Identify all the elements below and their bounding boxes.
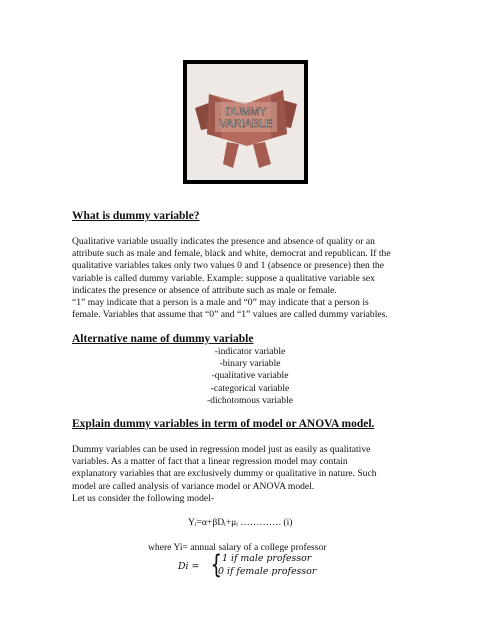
dummy-variable-logo	[183, 60, 308, 184]
list-item: -qualitative variable	[211, 370, 289, 382]
logo-text-line1: DUMMY	[225, 106, 267, 118]
text-line: variables. As a matter of fact that a linear regression model may contain	[72, 456, 348, 468]
logo-text-line2: VARIABLE	[219, 118, 273, 130]
case-female: 0 if female professor	[218, 566, 317, 577]
ribbon-graphic	[187, 64, 304, 180]
list-item: -binary variable	[219, 358, 281, 370]
logo-background	[187, 64, 304, 180]
text-line: explanatory variables that are exclusively dummy or qualitative in nature. Such	[72, 468, 377, 480]
text-line: qualitative variables takes only two values 0 and 1 (absence or presence) then the	[72, 260, 384, 272]
list-item: -indicator variable	[214, 346, 286, 357]
paragraph-definition	[72, 236, 432, 321]
text-line: “1” may indicate that a person is a male and “0” may indicate that a person is	[72, 297, 369, 309]
model-equation: Yᵢ=α+βDᵢ+μᵢ …………. (i)	[188, 517, 293, 528]
list-item: -dichotomous variable	[206, 394, 294, 406]
paragraph-anova	[72, 444, 432, 505]
text-line: indicates the presence or absence of attribute such as male or female.	[72, 284, 337, 296]
where-text: where Yi= annual salary of a college professor	[148, 542, 327, 553]
brace-symbol: {	[210, 550, 223, 580]
text-line: female. Variables that assume that “0” and “1” values are called dummy variables.	[72, 309, 388, 321]
text-line: Qualitative variable usually indicates the presence and absence of quality or an	[72, 236, 375, 247]
heading-what-is-dummy: What is dummy variable?	[72, 210, 200, 222]
text-line: variable is called dummy variable. Example: suppose a qualitative variable sex	[72, 272, 375, 284]
text-line: attribute such as male and female, black and white, democrat and republican. If the	[72, 248, 391, 260]
heading-explain-anova: Explain dummy variables in term of model or ANOVA model.	[72, 418, 375, 430]
heading-alternative-names: Alternative name of dummy variable	[72, 333, 254, 345]
text-line: model are called analysis of variance model or ANOVA model.	[72, 480, 315, 492]
text-line: Let us consider the following model-	[72, 492, 215, 504]
case-male: 1 if male professor	[222, 553, 312, 564]
di-label: Di =	[178, 561, 200, 572]
text-line: Dummy variables can be used in regression model just as easily as qualitative	[72, 444, 371, 455]
alternative-names-list	[160, 346, 340, 407]
list-item: -categorical variable	[210, 382, 290, 394]
